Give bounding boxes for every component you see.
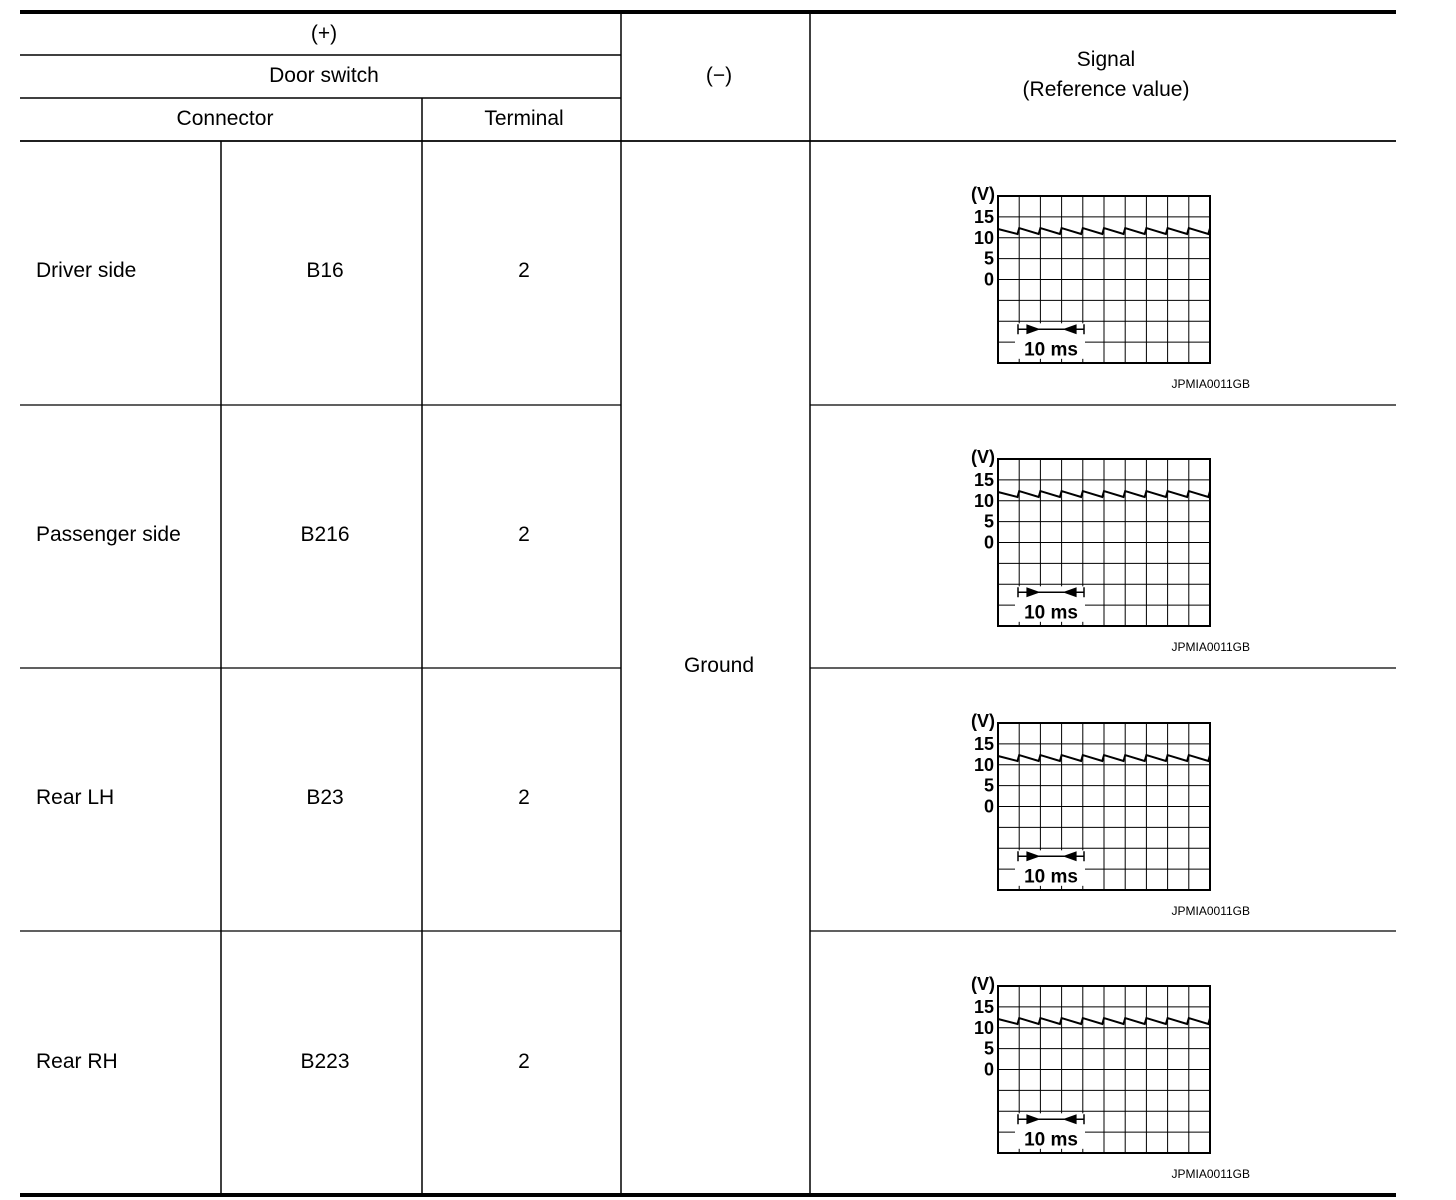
y-tick-label: 0 bbox=[983, 269, 994, 290]
terminal-cell: 2 bbox=[518, 523, 530, 546]
voltage-unit-label: (V) bbox=[971, 184, 995, 204]
voltage-unit-label: (V) bbox=[971, 711, 995, 731]
terminal-header: Terminal bbox=[484, 107, 564, 130]
connector-cell: B216 bbox=[300, 523, 350, 546]
ground-cell: Ground bbox=[683, 654, 755, 677]
time-division-label: 10 ms bbox=[1024, 602, 1078, 624]
minus-header: (−) bbox=[705, 64, 733, 87]
y-tick-label: 0 bbox=[983, 796, 994, 817]
waveform-graph bbox=[971, 447, 1250, 654]
time-division-label: 10 ms bbox=[1024, 339, 1078, 361]
voltage-unit-label: (V) bbox=[971, 447, 995, 467]
y-tick-label: 10 bbox=[973, 1017, 994, 1038]
y-tick-label: 0 bbox=[983, 1059, 994, 1080]
signal-header: Signal bbox=[1076, 48, 1136, 71]
door-switch-header: Door switch bbox=[269, 64, 379, 87]
y-tick-label: 15 bbox=[973, 469, 994, 490]
y-tick-label: 5 bbox=[983, 775, 994, 796]
figure-code: JPMIA0011GB bbox=[1171, 640, 1250, 654]
waveform-graph bbox=[971, 974, 1250, 1181]
waveform-graph bbox=[971, 711, 1250, 918]
figure-code: JPMIA0011GB bbox=[1171, 377, 1250, 391]
y-tick-label: 15 bbox=[973, 733, 994, 754]
y-tick-label: 10 bbox=[973, 490, 994, 511]
door-cell: Rear RH bbox=[36, 1050, 118, 1073]
y-tick-label: 5 bbox=[983, 1038, 994, 1059]
terminal-cell: 2 bbox=[518, 786, 530, 809]
connector-cell: B23 bbox=[306, 786, 344, 809]
plus-header: (+) bbox=[310, 22, 338, 45]
door-cell: Rear LH bbox=[36, 786, 115, 809]
y-tick-label: 5 bbox=[983, 248, 994, 269]
door-cell: Passenger side bbox=[36, 523, 181, 546]
terminal-cell: 2 bbox=[518, 1050, 530, 1073]
figure-code: JPMIA0011GB bbox=[1171, 1167, 1250, 1181]
connector-header: Connector bbox=[176, 107, 274, 130]
time-division-label: 10 ms bbox=[1024, 1129, 1078, 1151]
door-cell: Driver side bbox=[36, 259, 137, 282]
connector-cell: B16 bbox=[306, 259, 344, 282]
y-tick-label: 15 bbox=[973, 206, 994, 227]
y-tick-label: 0 bbox=[983, 532, 994, 553]
figure-code: JPMIA0011GB bbox=[1171, 904, 1250, 918]
signal-waveforms bbox=[971, 184, 1250, 1181]
voltage-unit-label: (V) bbox=[971, 974, 995, 994]
waveform-graph bbox=[971, 184, 1250, 391]
y-tick-label: 15 bbox=[973, 996, 994, 1017]
time-division-label: 10 ms bbox=[1024, 866, 1078, 888]
connector-cell: B223 bbox=[300, 1050, 350, 1073]
terminal-cell: 2 bbox=[518, 259, 530, 282]
reference-value-header: (Reference value) bbox=[1022, 78, 1190, 101]
y-tick-label: 5 bbox=[983, 511, 994, 532]
y-tick-label: 10 bbox=[973, 754, 994, 775]
y-tick-label: 10 bbox=[973, 227, 994, 248]
